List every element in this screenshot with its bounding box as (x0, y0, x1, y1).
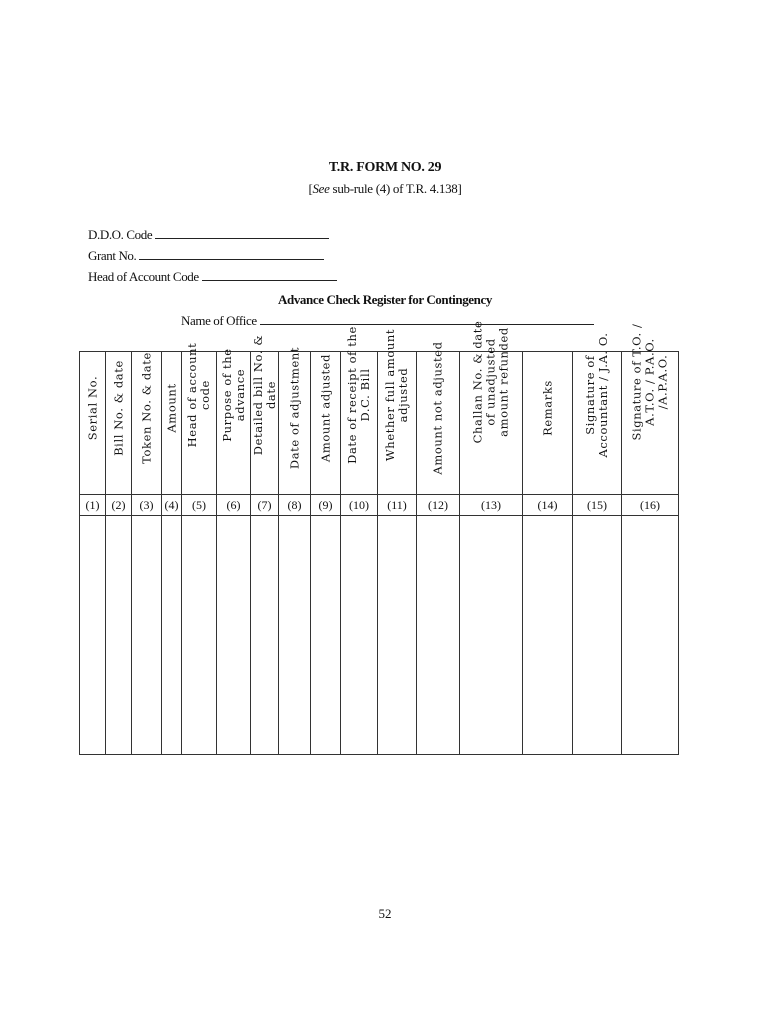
subtitle-see: See (312, 181, 330, 196)
head-of-account-label: Head of Account Code (88, 269, 199, 284)
blank-cell[interactable] (182, 516, 217, 755)
blank-cell[interactable] (622, 516, 679, 755)
blank-cell[interactable] (132, 516, 162, 755)
blank-cell[interactable] (417, 516, 460, 755)
column-number-row (80, 495, 679, 516)
ddo-code-label: D.D.O. Code (88, 227, 153, 242)
column-header (417, 341, 460, 495)
grant-no-label: Grant No. (88, 248, 137, 263)
column-number: (9) (311, 495, 341, 516)
blank-cell[interactable] (311, 516, 341, 755)
column-number: (15) (573, 495, 622, 516)
column-header (523, 352, 573, 495)
column-header (80, 352, 106, 495)
ddo-code-line (155, 228, 329, 239)
blank-cell[interactable] (251, 516, 279, 755)
column-number: (14) (523, 495, 573, 516)
column-number: (2) (106, 495, 132, 516)
blank-cell[interactable] (523, 516, 573, 755)
column-header (573, 332, 622, 495)
column-header (341, 326, 378, 495)
column-header-text: Date of receipt of the D.C. Bill (345, 326, 372, 464)
column-number: (3) (132, 495, 162, 516)
office-line (260, 314, 594, 325)
page-number: 52 (378, 906, 392, 921)
column-header-text: Signature of Accountant / J.A. O. (583, 332, 610, 458)
column-number: (10) (341, 495, 378, 516)
column-number: (1) (80, 495, 106, 516)
column-number: (4) (162, 495, 182, 516)
column-header (106, 352, 132, 495)
column-header-text: Amount (164, 383, 178, 433)
column-number: (7) (251, 495, 279, 516)
blank-cell[interactable] (378, 516, 417, 755)
column-header-text: Whether full amount adjusted (383, 328, 410, 462)
blank-cell[interactable] (341, 516, 378, 755)
column-header-text: Amount adjusted (318, 353, 332, 463)
blank-cell[interactable] (80, 516, 106, 755)
form-subtitle (0, 181, 770, 197)
column-header (311, 352, 341, 495)
grant-no-field (88, 248, 324, 264)
column-header-text: Signature of T.O. / A.T.O. / P.A.O. /A.P.A.O. (629, 323, 670, 441)
head-of-account-line (202, 270, 337, 281)
head-of-account-field (88, 269, 337, 285)
subtitle-bracket: [ (308, 181, 313, 196)
column-number: (5) (182, 495, 217, 516)
column-header (217, 348, 251, 495)
subtitle-rest: sub-rule (4) of T.R. 4.138] (329, 181, 462, 196)
register-heading: Advance Check Register for Contingency (278, 292, 492, 307)
column-number: (13) (460, 495, 523, 516)
blank-entry-row (80, 516, 679, 755)
column-header (460, 320, 523, 495)
column-header-text: Bill No. & date (111, 360, 125, 456)
column-number: (8) (279, 495, 311, 516)
blank-cell[interactable] (460, 516, 523, 755)
column-header (622, 323, 679, 495)
blank-cell[interactable] (106, 516, 132, 755)
column-header-text: Serial No. (85, 375, 99, 441)
column-header-text: Token No. & date (139, 352, 153, 464)
column-header-text: Amount not adjusted (430, 341, 445, 475)
column-header-text: Challan No. & date of unadjusted amount refunded (470, 320, 511, 444)
column-header-text: Purpose of the advance (219, 348, 247, 442)
column-header (378, 328, 417, 495)
column-header-text: Head of account code (185, 342, 212, 448)
header-row (80, 352, 679, 495)
column-header-text: Remarks (540, 380, 554, 436)
blank-cell[interactable] (162, 516, 182, 755)
column-header (279, 346, 311, 495)
ddo-code-field (88, 227, 329, 243)
form-title: T.R. FORM NO. 29 (328, 160, 442, 175)
column-number: (12) (417, 495, 460, 516)
column-header (250, 334, 279, 495)
blank-cell[interactable] (573, 516, 622, 755)
column-number: (11) (378, 495, 417, 516)
blank-cell[interactable] (279, 516, 311, 755)
column-header-text: Detailed bill No. & date (250, 334, 278, 456)
column-number: (16) (622, 495, 679, 516)
office-label: Name of Office (181, 313, 257, 328)
column-number: (6) (217, 495, 251, 516)
column-header (132, 352, 162, 495)
column-header (182, 342, 217, 495)
grant-no-line (139, 249, 324, 260)
column-header-text: Date of adjustment (287, 346, 301, 470)
blank-cell[interactable] (217, 516, 251, 755)
column-header (162, 352, 182, 495)
